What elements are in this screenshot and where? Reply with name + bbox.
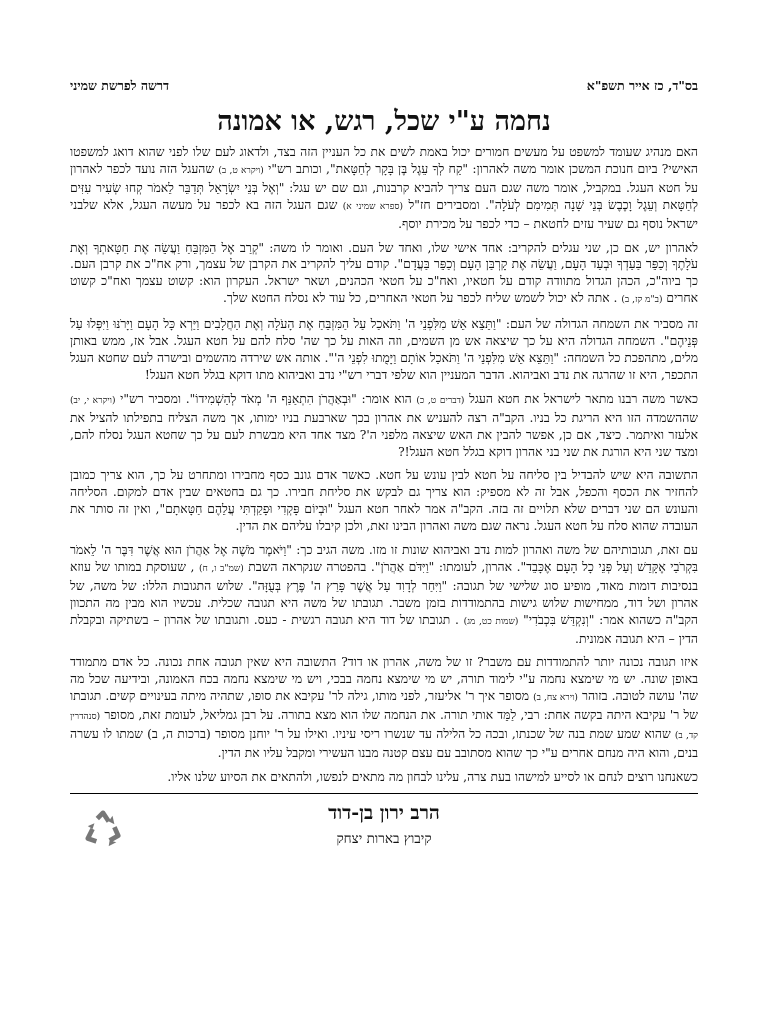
paragraph-text: שההשמדה הזו היא הריגת כל בניו. הקב"ה רצה להעניש את אהרון בכך שארבעת בניו ימותו, אך משה הצליח בתפילתו להציל את אלעזר ואיתמר. כיצד, אם כן, אפשר להבין את האש שיצאה מלפני ה'? מצד אחד היא מבשרת לעם על כך שחטא העגל נסלח להם, ומצד שני היא הורגת את שני בני אהרון דוקא בגלל חטא העגל!? <box>70 410 698 459</box>
parsha-line: דרשה לפרשת שמיני <box>70 78 170 93</box>
paragraph <box>70 240 698 310</box>
source-reference: (ב"מ קז, ב) <box>621 295 663 306</box>
source-reference: (ספרא שמיני א) <box>342 201 404 212</box>
paragraph-text: שהוא שמע שמת בנה של שכנתו, ובכה כל הלילה עד שנשרו ריסי עיניו. ואילו על ר' יוחנן מסופר (ברכות ה, ב) שמתו לו עשרה בנים, והוא היה מנחם אחרים ע"י כך שהוא מסתובב עם עצם קטנה מבנו העשירי ומקבל עליו את הדין. <box>70 727 698 760</box>
author-affiliation: קיבוץ בארות יצחק <box>336 830 432 847</box>
paragraph-text: שגם העגל הזה בא לכפר על מעשה העגל, אלא שלבני ישראל נוסף גם שעיר עזים לחטאת – כדי לכפר על מכירת יוסף. <box>70 197 698 231</box>
footer-divider <box>70 793 698 794</box>
paragraph-text: . תגובתו של דוד היא תגובה רגשית - כעס. ותגובתו של אהרון – בשתיקה ובקבלת הדין – היא תגובה אמונית. <box>70 612 698 646</box>
paragraph-text: הוא אומר: "וּבְאַהֲרֹן הִתְאַנַּף ה' מְאֹד לְהַשְׁמִידוֹ". ומסביר רש"י <box>120 391 412 406</box>
source-reference: (ויקרא ט, ב) <box>218 165 264 176</box>
paragraph-text: . אתה לא יכול לשמש שליח לכפר על חטאי האחרים, כל עוד לא נסלח החטא שלך. <box>222 291 618 306</box>
author-name: הרב ירון בן-דוד <box>328 801 440 824</box>
recycle-icon <box>84 810 122 848</box>
source-reference: (דברים ט, כ) <box>416 395 465 406</box>
page-header <box>70 78 698 96</box>
document-page <box>70 78 698 892</box>
footer <box>70 802 698 892</box>
paragraph <box>70 542 698 647</box>
paragraph <box>70 769 698 786</box>
paragraph-text: זה מסביר את השמחה הגדולה של העם: "וַתֵּצֵא אֵשׁ מִלִּפְנֵי ה' וַתֹּאכַל עַל הַמִּזְבֵּחַ אֶת הָעֹלָה וְאֶת הַחֲלָבִים וַיַּרְא כָּל הָעָם וַיָּרֹנּוּ וַיִּפְּלוּ עַל פְּנֵיהֶם". השמחה הגדולה היא על כך שיצאה אש מן השמים, וזה האות על כך שה' סלח להם על חטא העגל. אבל אז, ממש באותן מלים, מתהפכת כל השמחה: "וַתֵּצֵא אֵשׁ מִלִּפְנֵי ה' וַתֹּאכַל אוֹתָם וַיָּמֻתוּ לִפְנֵי ה'". אותה אש שירדה מהשמים ובישרה לעם שחטא העגל התכפר, היא זו שהרגה את נדב ואביהוא. הדבר המעניין הוא שלפי דברי רש"י נדב ואביהוא מתו דוקא בגלל חטא העגל! <box>70 317 698 382</box>
paragraph <box>70 144 698 233</box>
paragraph-text: התשובה היא שיש להבדיל בין סליחה על חטא לבין עונש על חטא. כאשר אדם גונב כסף מחבירו ומתחרט על כך, הוא צריך כמובן להחזיר את הכסף והכפל, אבל זה לא מספיק: הוא צריך גם לבקש את סליחת חבירו. כך גם בחטאים שבין אדם למקום. הסליחה והעונש הם שני דברים שלא תלויים זה בזה. הקב"ה אמר לאחר חטא העגל "וּבְיוֹם פָּקְדִי וּפָקַדְתִּי עֲלֵהֶם חַטָּאתָם", ואין זה סותר את העובדה שהוא סלח על חטא העגל. נראה שגם משה ואהרון הבינו זאת, ולכן קיבלו עליהם את הדין. <box>70 468 698 534</box>
source-reference: (שמות כט, מג) <box>463 616 519 627</box>
source-reference: (וירא צח, ב) <box>533 693 578 704</box>
article-body <box>70 144 698 786</box>
paragraph <box>70 654 698 761</box>
paragraph-text: עם זאת, תגובותיהם של משה ואהרון למות נדב ואביהוא שונות זו מזו. משה הגיב כך: "וַיֹּאמֶר מֹשֶׁה אֶל אַהֲרֹן הוּא אֲשֶׁר דִּבֶּר ה' לֵאמֹר בִּקְרֹבַי אֶקָּדֵשׁ וְעַל פְּנֵי כָל הָעָם אֶכָּבֵד". אהרון, לעומתו: "וַיִּדֹּם אַהֲרֹן". בהפטרה שנקראה השבת <box>70 543 698 574</box>
paragraph-text: כאשר משה רבנו מתאר לישראל את חטא העגל <box>469 391 698 406</box>
page-title: נחמה ע"י שכל, רגש, או אמונה <box>217 106 551 137</box>
paragraph-text: מסופר איך ר' אליעזר, לפני מותו, גילה לר' עקיבא את סופו, שתהיה מיתה בעינויים קשים. תגובתו של ר' עקיבא היתה בקשה אחת: רבי, לַמֵּד אותי תורה. את הנחמה שלו הוא מצא בתורה. על רבן גמליאל, לעומת זאת, מסופר <box>70 689 698 723</box>
paragraph-text: האם מנהיג שעומד למשפט על מעשים חמורים יכול באמת לשים את כל העניין הזה בצד, ולדאוג לעם שלו לפני שהוא דואג למשפטו האישי? ביום חנוכת המשכן אומר משה לאהרון: "קַח לְךָ עֵגֶל בֶּן בָּקָר לְחַטָּאת", וכותב רש"י <box>70 145 698 176</box>
source-reference: (שמ"ב ו, ח) <box>198 563 244 574</box>
paragraph-text: לאהרון יש, אם כן, שני עגלים להקריב: אחד אישי שלו, ואחד של העם. ואומר לו משה: "קְרַב אֶל הַמִּזְבֵּחַ וַעֲשֵׂה אֶת חַטָּאתְךָ וְאֶת עֹלָתֶךָ וְכַפֵּר בַּעַדְךָ וּבְעַד הָעָם, וַעֲשֵׂה אֶת קָרְבַּן הָעָם וְכַפֵּר בַּעֲדָם". קודם עליך להקריב את הקרבן של עצמך, ורק אח"כ את קרבן העם. כך ביוה"כ, הכהן הגדול מתוודה קודם על חטאיו, ואח"כ על חטאי הכהנים, ושאר ישראל. העקרון הוא: קשוט עצמך ואח"כ קשוט אחרים <box>70 240 698 306</box>
source-reference: (סנהדרין קד, ב) <box>70 712 698 742</box>
paragraph <box>70 316 698 384</box>
paragraph-text: שהעגל הזה נועד לכפר לאהרון על חטא העגל. במקביל, אומר משה שגם העם צריך להביא קרבנות, וגם שם יש עגל: "וְאֶל בְּנֵי יִשְׂרָאֵל תְּדַבֵּר לֵאמֹר קְחוּ שְׂעִיר עִזִּים לְחַטָּאת וְעֵגֶל וָכֶבֶשׂ בְּנֵי שָׁנָה תְּמִימִם לְעֹלָה". ומסבירים חז"ל <box>70 161 699 212</box>
date-line: בס"ד, כז אייר תשפ"א <box>586 78 698 93</box>
paragraph-text: , שעוסקת במותו של עוזא בנסיבות דומות מאוד, מופיע סוג שלישי של תגובה: "וַיִּחַר לְדָוִד עַל אֲשֶׁר פָּרַץ ה' פֶּרֶץ בְּעֻזָּה". שלוש התגובות הללו: של משה, של אהרון ושל דוד, ממחישות שלוש גישות בהתמודדות בזמן משבר. תגובתו של משה היא תגובה שכלית. עכשיו הוא מבין מה התכוון הקב"ה כשהוא אמר: "וְנִקְדַּשׁ בִּכְבֹדִי" <box>70 559 698 627</box>
paragraph <box>70 391 698 461</box>
paragraph-text: כשאנחנו רוצים לנחם או לסייע למישהו בעת צרה, עלינו לבחון מה מתאים לנפשו, ולהתאים את הסיוע שלנו אליו. <box>167 769 698 784</box>
source-reference: (ויקרא י, יב) <box>70 395 116 406</box>
paragraph-text: איזו תגובה נכונה יותר להתמודדות עם משבר? זו של משה, אהרון או דוד? התשובה היא שאין תגובה אחת נכונה. כל אדם מתמודד באופן שונה. יש מי שימצא נחמה ע"י לימוד תורה, יש מי שימצא נחמה בבכי, ויש מי שימצא נחמה בכח האמונה, ובידיעה שכל מה שה' עושה לטובה. בזוהר <box>70 655 699 704</box>
paragraph <box>70 467 698 535</box>
